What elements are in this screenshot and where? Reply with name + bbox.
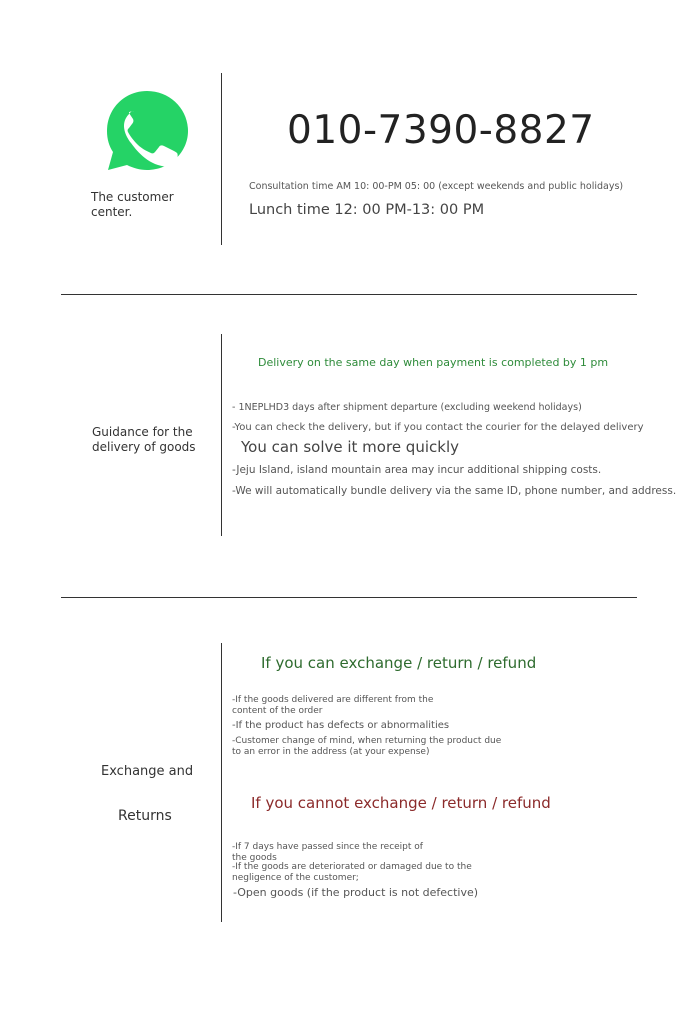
- cannot-item-seven-days: -If 7 days have passed since the receipt of the goods: [232, 842, 423, 863]
- divider-vertical-exchange: [221, 643, 222, 922]
- whatsapp-icon: [104, 88, 190, 174]
- delivery-line-jeju: -Jeju Island, island mountain area may incur additional shipping costs.: [232, 464, 602, 476]
- can-item-change-of-mind: -Customer change of mind, when returning the product due to an error in the address (at your expense): [232, 736, 502, 757]
- customer-center-label: The customer center.: [91, 190, 174, 219]
- returns-label: Returns: [118, 808, 172, 824]
- cannot-exchange-heading: If you cannot exchange / return / refund: [251, 794, 551, 812]
- phone-number: 010-7390-8827: [287, 108, 595, 153]
- section-divider-1: [61, 294, 637, 295]
- delivery-line-solve-quickly: You can solve it more quickly: [241, 438, 459, 456]
- consultation-time: Consultation time AM 10: 00-PM 05: 00 (except weekends and public holidays): [249, 181, 624, 192]
- delivery-line-check-delivery: -You can check the delivery, but if you contact the courier for the delayed delivery: [232, 422, 644, 433]
- delivery-guidance-label: Guidance for the delivery of goods: [92, 425, 196, 454]
- can-item-defects: -If the product has defects or abnormalities: [232, 720, 450, 731]
- cannot-item-damaged: -If the goods are deteriorated or damaged due to the negligence of the customer;: [232, 862, 472, 883]
- section-divider-2: [61, 597, 637, 598]
- divider-vertical-delivery: [221, 334, 222, 536]
- can-item-different-content: -If the goods delivered are different from the content of the order: [232, 695, 434, 716]
- delivery-line-bundle: -We will automatically bundle delivery via the same ID, phone number, and address.: [232, 485, 677, 497]
- cannot-item-open-goods: -Open goods (if the product is not defective): [233, 886, 479, 899]
- exchange-label: Exchange and: [101, 764, 194, 779]
- can-exchange-heading: If you can exchange / return / refund: [261, 654, 537, 672]
- divider-vertical-contact: [221, 73, 222, 245]
- delivery-line-shipping-days: - 1NEPLHD3 days after shipment departure (excluding weekend holidays): [232, 402, 582, 413]
- lunch-time: Lunch time 12: 00 PM-13: 00 PM: [249, 202, 485, 218]
- same-day-delivery-headline: Delivery on the same day when payment is completed by 1 pm: [258, 356, 609, 369]
